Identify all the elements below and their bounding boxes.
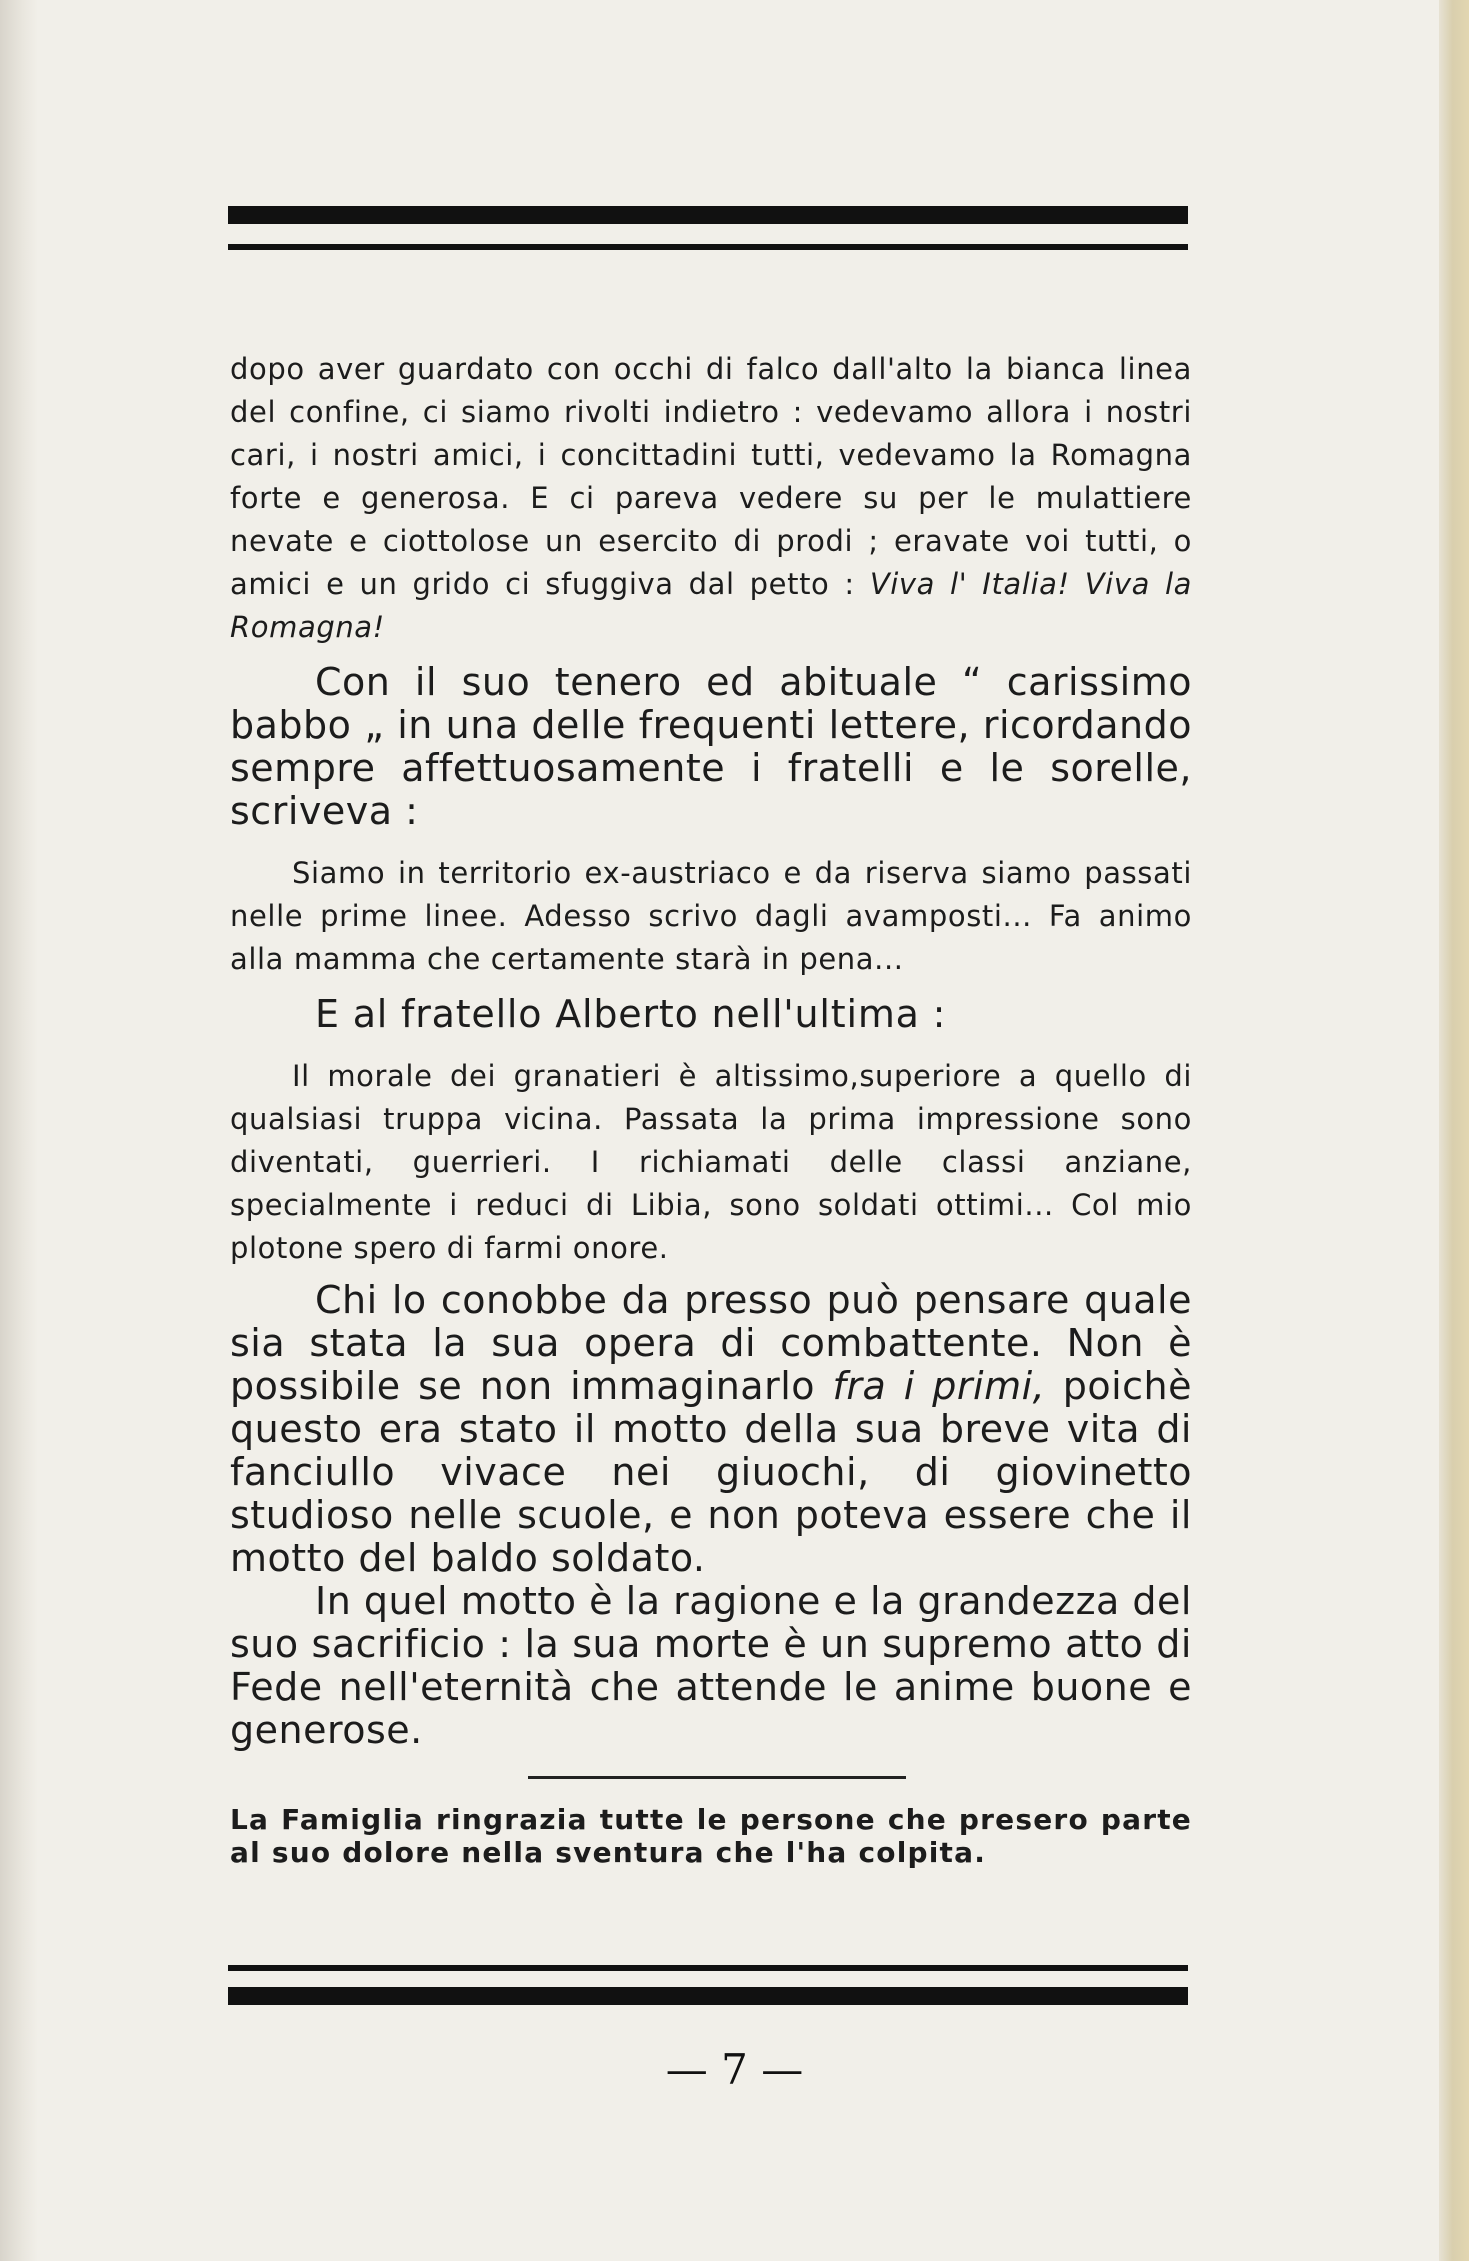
page-edge-right — [1439, 0, 1469, 2261]
quote-avamposti: Siamo in territorio ex-austriaco e da riserva siamo passati nelle prime linee. Adesso scrivo dagli avamposti... Fa animo alla mamma che certamente starà in pena... — [230, 856, 1192, 976]
page-number: — 7 — — [665, 2045, 804, 2094]
quote-granatieri: Il morale dei granatieri è altissimo,superiore a quello di qualsiasi truppa vicina. Passata la prima impressione sono diventati, guerrieri. I richiamati delle classi anziane, specialmente i reduci di Libia, sono soldati ottimi... Col mio plotone spero di farmi onore. — [230, 1059, 1192, 1265]
top-rule-thick — [228, 206, 1188, 224]
paragraph-fra-i-primi — [230, 1279, 1192, 1580]
page-edge-left — [0, 0, 38, 2261]
paragraph-letter-excerpt — [230, 348, 1192, 649]
paragraph-carissimo-babbo: Con il suo tenero ed abituale “ carissimo babbo „ in una delle frequenti lettere, ricordando sempre affettuosamente i fratelli e le sorelle, scriveva : — [230, 660, 1192, 833]
bottom-rule-thick — [228, 1987, 1188, 2005]
paragraph-3-text-after: poichè questo era stato il motto della sua breve vita di fanciullo vivace nei giuochi, di giovinetto studioso nelle scuole, e non poteva essere che il motto del baldo soldato. — [230, 1364, 1192, 1580]
top-rule-thin — [228, 244, 1188, 250]
paragraph-1-text: dopo aver guardato con occhi di falco dall'alto la bianca linea del confine, ci siamo rivolti indietro : vedevamo allora i nostri cari, i nostri amici, i concittadini tutti, vedevamo la Romagna forte e generosa. E ci pareva vedere su per le mulattiere nevate e ciottolose un esercito di prodi ; eravate voi tutti, o amici e un grido ci sfuggiva dal petto : — [230, 352, 1192, 601]
family-acknowledgement: La Famiglia ringrazia tutte le persone che presero parte al suo dolore nella sventura che l'ha colpita. — [230, 1803, 1192, 1869]
section-divider — [528, 1776, 906, 1779]
paragraph-sacrificio: In quel motto è la ragione e la grandezza del suo sacrificio : la sua morte è un supremo atto di Fede nell'eternità che attende le anime buone e generose. — [230, 1579, 1192, 1752]
heading-fratello-alberto: E al fratello Alberto nell'ultima : — [315, 992, 947, 1036]
paragraph-3-italic: fra i primi, — [832, 1364, 1046, 1408]
paragraph-1-italic: Viva l' Italia! Viva la Romagna! — [230, 567, 1192, 644]
paragraph-3-text-before: Chi lo conobbe da presso può pensare quale sia stata la sua opera di combattente. Non è possibile se non immaginarlo — [230, 1278, 1192, 1408]
bottom-rule-thin — [228, 1965, 1188, 1971]
